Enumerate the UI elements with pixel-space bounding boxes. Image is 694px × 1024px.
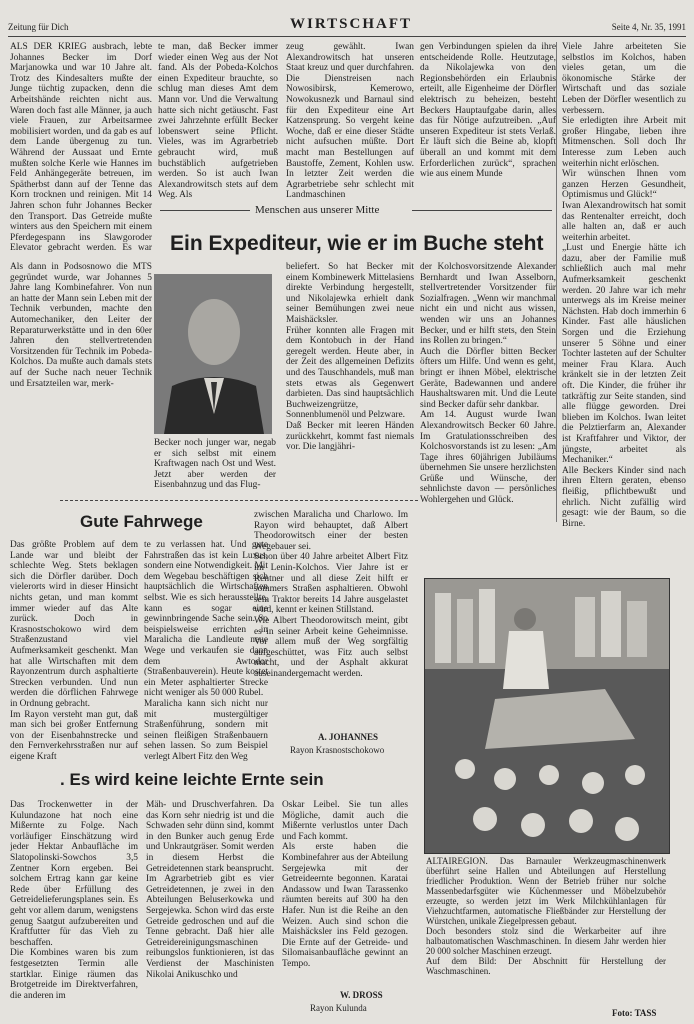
top-col-3: zeug gewählt. Iwan Alexandrowitsch hat unseren Staat kreuz und quer durchfahren. Die Dienstreisen nach Nowosibirsk, Kemerowo, Nowokusnezk und Barnaul sind für den Expediteur eine Art Katzensprung. So vergeht keine Woche, daß er eine dieser Städte nicht aufsuchen müßte. Dort macht man Bestellungen auf Baustoffe, Zement, Kohlen usw. In letzter Zeit werden die Agrarbetriebe sehr schlecht mit Landmaschinen [286, 42, 414, 200]
rubric-rule-left [160, 210, 250, 211]
rubric-rule-right [412, 210, 552, 211]
bottom-col-3: Oskar Leibel. Sie tun alles Mögliche, damit auch die Mißernte verlustlos unter Dach und Fach kommt. Als erste haben die Kombinefahrer aus der Abteilung Sergejewka mit der Getreideernte begonnen. Karatai Andassow und Iwan Tarassenko räumten bereits auf 300 ha den Hafer. Nun ist die Reihe an den Weizen. Auch sind schon die Maishäcksler ins Feld gezogen. Die Ernte auf der Getreide- und Silomaisanbaufläche gewinnt an Tempo. [282, 800, 408, 969]
author-dross: W. DROSS [340, 990, 383, 1000]
top-col-1: ALS DER KRIEG ausbrach, lebte Johannes Becker im Dorf Marjanowka und war 10 Jahre alt. Trotz des Kindesalters mußte der Junge tüchtig zupacken, denn die Arbeitshände reichten nicht aus. Waren doch fast alle Männer, ja auch viele Frauen, zur Arbeitsarmee mobilisiert worden, und da gab es auf dem Lande übergenug zu tun. Während der Aussaat und Ernte mußten solche Kerle wie Hannes im Feld Anhängegeräte betreuen, im Spätherbst dann auf der Tenne das Korn trocknen und reinigen. Mit 14 Jahren schon fuhr Johannes Becker den Transport. Das Getreide mußte winters aus den Speichern mit einem Pferdegespann ins Slawgoroder Elevator gebracht werden. Es war [10, 42, 152, 252]
photo-credit: Foto: TASS [612, 1008, 657, 1018]
photo-caption: ALTAIREGION. Das Barnauler Werkzeugmaschinenwerk überführt seine Hallen und Abteilungen auf Herstellung friedlicher Produktion. Wenn der Betrieb früher nur solche Massenbedarfsgüter wie Küchenmesser und Möbelzubehör erzeugte, so werden jetzt im Werk Milchkühlanlagen für Viehzuchtfarmen, automatische Fließbänder zur Herstellung der Würstchen, unikale Ziegelpressen gebaut. Doch besonders stolz sind die Werkarbeiter auf ihre halbautomatischen Waschmaschinen. In diesem Jahr werden hier 20 000 solcher Maschinen erzeugt. Auf dem Bild: Der Abschnitt für Herstellung der Waschmaschinen. [426, 856, 666, 976]
factory-image [425, 579, 669, 853]
page-header [0, 0, 694, 40]
headline-expediteur: Ein Expediteur, wie er im Buche steht [170, 232, 544, 255]
top-col-1b: Als dann in Podsosnowo die MTS gegründet wurde, war Johannes 5 Jahre lang Kombinefahrer. Von nun an hatte der Mann sein Leben mit der Technik verbunden, machte den Automechaniker, den Leiter der Reparaturwerkstätte und in den 60er Jahren den stellvertretenden Vorsitzenden für Technik im Pobeda-Kolchos. Da mußte auch damals stets auf der Suche nach neuer Technik und Ersatzteilen war, merk- [10, 262, 152, 389]
top-col-2b: Becker noch junger war, negab er sich selbst mit einem Kraftwagen nach Ost und West. Jetzt aber werden der Eisenbahnzug und das Flug- [154, 438, 276, 491]
headline-fahrwege: Gute Fahrwege [80, 512, 203, 531]
rubric: Menschen aus unserer Mitte [255, 204, 380, 216]
top-col-2: te man, daß Becker immer wieder einen Weg aus der Not fand. Als der Pobeda-Kolchos einen Expediteur brauchte, so schlug man dieses Amt dem Mann vor. Und die Verwaltung hatte sich nicht getäuscht. Fast zwei Jahrzehnte erfüllt Becker lobenswert seine Pflicht. Vieles, was im Agrarbetrieb gebraucht wird, muß buchstäblich aufgetrieben werden. So ist auch Iwan Alexandrowitsch stets auf dem Weg. Als [158, 42, 278, 200]
portrait-photo [154, 274, 272, 434]
bottom-col-1: Das Trockenwetter in der Kulundazone hat noch eine Mißernte zu Folge. Nach vorläufiger Einschätzung wird jeder Hektar Anbaufläche im Slatopolinski-Sowchos 3,5 Zentner Korn ergeben. Bei solchem Ertrag kann gar keine Rede über Erfüllung des Getreidelieferungsplanes sein. Es geht vor allem darum, wenigstens genug Saatgut aufzubereiten und Kraftfutter für das Vieh zu beschaffen. Die Kombines waren bis zum festgesetzten Termin alle startklar. Einige räumen das Brotgetreide im Direktverfahren, die anderen im [10, 800, 138, 1001]
author-johannes: A. JOHANNES [318, 732, 379, 742]
bottom-col-2: Mäh- und Druschverfahren. Da das Korn sehr niedrig ist und die Schwaden sehr dünn sind, kommt in den Bunker auch genug Erde und Unkrautgräser. Somit werden in diesem Herbst die Getreidetennen stark beansprucht. Im Agrarbetrieb gibt es vier Getreidetennen, je zwei in den Abteilungen Beluserkowka und Sergejewka. Schon wird das erste Getreide gedroschen und auf die Tenne gebracht. Daß hier alle Getreidereinigungsmaschinen reibungslos funktionieren, ist das Verdienst der Maschinisten Nikolai Anikuschko und [146, 800, 274, 980]
author-dross-rayon: Rayon Kulunda [310, 1003, 367, 1013]
top-col-3b: beliefert. So hat Becker mit einem Kombinewerk Mittelasiens direkte Verbindung hergestellt, und Nikolajewka erhielt dank seiner Bemühungen zwei neue Maishäcksler. Früher konnten alle Fragen mit dem Kontobuch in der Hand geregelt werden. Heute aber, in der Zeit des allgemeinen Defizits und des Tauschhandels, muß man stets etwas als Gegenwert darbieten. Das sind hauptsächlich Buchweizengrütze, Sonnenblumenöl und Pelzware. Daß Becker mit leeren Händen zurückkehrt, kommt fast niemals vor. Die langjähri- [286, 262, 414, 453]
top-col-4: gen Verbindungen spielen da ihre entscheidende Rolle. Heutzutage, da Nikolajewka von den Regionsbehörden ein Erlaubnis erteilt, alle Eigenheime der Dörfler elektrisch zu beheizen, besteht Beckers Hauptaufgabe darin, alles das für Nötige aufzutreiben. „Auf unseren Expediteur ist stets Verlaß. Er läuft sich die Beine ab, klopft überall an und kommt mit dem Erforderlichen zurück“, sprachen wie aus einem Munde [420, 42, 556, 180]
masthead-left: Zeitung für Dich [8, 22, 69, 32]
portrait-image [154, 274, 272, 434]
page-number: Seite 4, Nr. 35, 1991 [611, 22, 686, 32]
section-rule [60, 500, 418, 502]
section-title: WIRTSCHAFT [290, 16, 412, 32]
mid-col-1: Das größte Problem auf dem Lande war und bleibt der schlechte Weg. Stets beklagen sich die Dörfler darüber. Doch vielerorts wird in dieser Hinsicht nichts getan, und man kommt immer wieder auf das Alte zurück. Doch in Krasnostschokowo wird dem Straßenzustand viel Aufmerksamkeit geschenkt. Man hat alle Wirtschaften mit dem Rayonzentrum durch asphaltierte Strecken verbunden. Und nun werden die dörflichen Fahrwege in Ordnung gebracht. Im Rayon versteht man gut, daß man sich bei großer Entfernung von der Eisenbahnstrecke und den Fernverkehrsstraßen nur auf eigene Kraft [10, 540, 138, 762]
top-col-5: Viele Jahre arbeiteten Sie selbstlos im Kolchos, haben vieles getan, um die ökonomische Stärke der Wirtschaft und das soziale Leben der Dörfler wesentlich zu verbessern. Sie erledigten ihre Arbeit mit großer Hingabe, lieben ihre Mitmenschen. Soll doch Ihr Interesse zum Leben auch weiterhin nicht erlöschen. Wir wünschen Ihnen vom ganzen Herzen Gesundheit, Optimismus und Glück!“ Iwan Alexandrowitsch hat somit das Rentenalter erreicht, doch alle halten an, daß er auch weiterhin arbeitet. „Lust und Energie hätte ich dazu, aber der Familie muß schließlich auch mal mehr Aufmerksamkeit geschenkt werden. 20 Jahre war ich mehr unterwegs als im Kreise meiner Nächsten. Hab doch immerhin 6 Kinder. Fast alle häuslichen Sorgen und die Erziehung unserer 5 Söhne und einer Tochter lasteten auf der Schulter meiner Frau Klara. Auch kränkelt sie in der letzten Zeit oft. Die Kinder, die früher ihr tatkräftig zur Seite standen, sind alle flügge geworden. Drei blieben im Kolchos. Iwan leitet die Pelztierfarm an, Alexander ist Kraftfahrer und Viktor, der jüngste, arbeitet als Mechaniker.“ Alle Beckers Kinder sind nach ihren Eltern geraten, ebenso fleißig, pflichtbewußt und ehrlich. Nicht zufällig wird gesagt: wie der Baum, so die Birne. [562, 42, 686, 529]
header-rule [8, 36, 686, 37]
top-col-4b: der Kolchosvorsitzende Alexander Bernhardt und Iwan Asselborn, stellvertretender Vorsitzender für Sozialfragen. „Wenn wir manchmal nicht ein und nicht aus wissen, wenden wir uns an Johannes Becker, und er hilft stets, den Stein ins Rollen zu bringen.“ Auch die Dörfler bitten Becker öfters um Hilfe. Und wenn es geht, bringt er ihnen Möbel, elektrische Geräte, Badewannen und andere Haushaltswaren mit. Und die Leute sind Becker dafür sehr dankbar. Am 14. August wurde Iwan Alexandrowitsch Becker 60 Jahre. Im Gratulationsschreiben des Kolchosvorstands ist zu lesen: „Am Tage ihres 60jährigen Jubiläums übernehmen Sie unsere herzlichsten Grüße und Wünsche, der sehnlichste davon — persönliches Wohlergehen und Glück. [420, 262, 556, 506]
mid-col-2: te zu verlassen hat. Und gute Fahrstraßen das ist kein Luxus, sondern eine Notwendigkeit. Mit dem Wegebau beschäftigen sich hauptsächlich die Wirtschaften selbst. Wie es sich herausstellte, kann es sogar eine gewinnbringende Sache sein. So beispielsweise errichten in Maralicha die Landleute neue Wege und verkaufen sie dann dem Awtodor (Straßenbauverein). Heute kostet ein Meter asphaltierter Strecke nicht weniger als 50 000 Rubel. Maralicha kann sich nicht nur mit mustergültiger Straßenführung, sondern mit seinen fleißigen Straßenbauern sehen lassen. So zum Beispiel verlegt Albert Fitz den Weg [144, 540, 268, 762]
factory-photo [424, 578, 670, 854]
headline-ernte: . Es wird keine leichte Ernte sein [60, 770, 324, 789]
author-johannes-rayon: Rayon Krasnostschokowo [290, 745, 385, 755]
column-divider [556, 42, 557, 522]
mid-col-3: zwischen Maralicha und Charlowo. Im Rayon wird behauptet, daß Albert Theodorowitsch einer der besten Wegebauer sei. Schon über 40 Jahre arbeitet Albert Fitz im Lenin-Kolchos. Vier Jahre ist er Rentner und all diese Zeit hilft er sommers Straßen asphaltieren. Obwohl sein Traktor bereits 14 Jahre ausgelastet wird, kennt er keinen Stillstand. Wie Albert Theodorowitsch meint, gibt es in seiner Arbeit keine Geheimnisse. Vor allem muß der Weg sorgfältig aufgeschüttet, was Fitz auch selbst macht, und der Asphalt akkurat auseinandergemacht werden. [254, 510, 408, 679]
